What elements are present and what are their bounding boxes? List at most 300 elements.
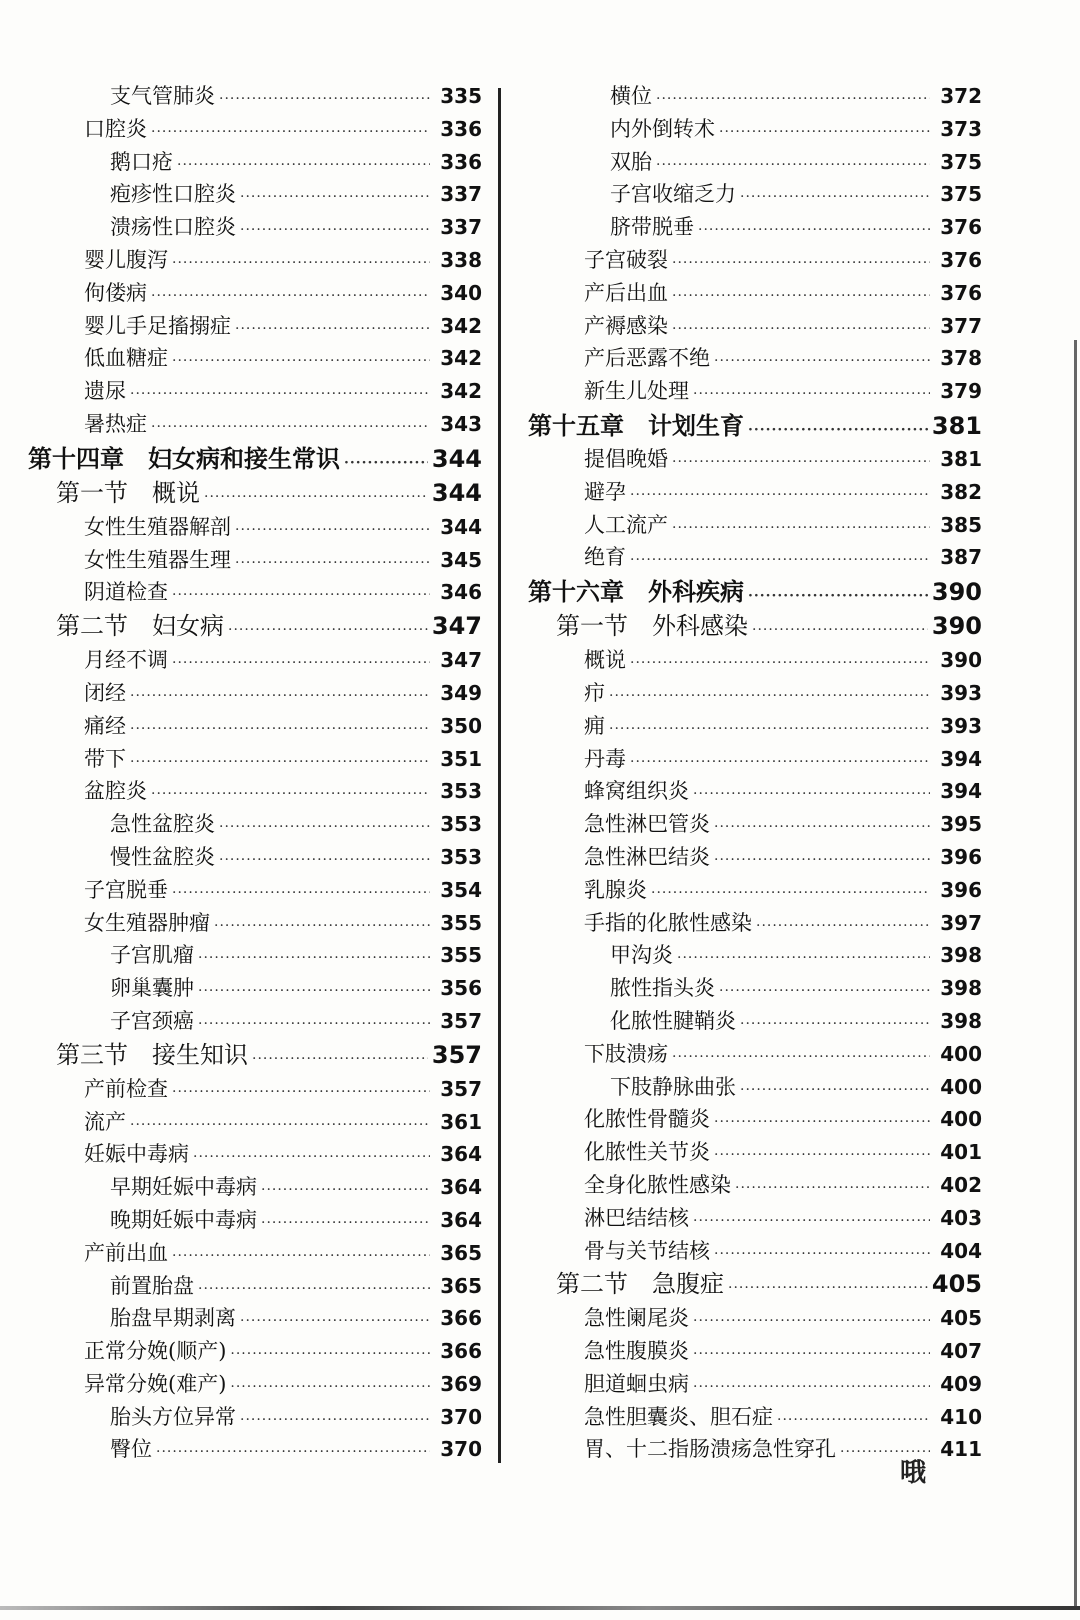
toc-entry[interactable]: [520, 710, 982, 743]
toc-page-number: 382: [940, 479, 982, 504]
toc-entry-title: 双胎: [610, 149, 652, 174]
toc-entry[interactable]: [520, 841, 982, 874]
toc-page-number: 357: [440, 1076, 482, 1101]
toc-page-number: 351: [440, 746, 482, 771]
dot-leader: [204, 480, 428, 515]
toc-page-number: 390: [931, 578, 982, 607]
toc-entry[interactable]: [520, 113, 982, 146]
toc-page-number: 349: [440, 680, 482, 705]
dot-leader: [630, 746, 930, 779]
dot-leader: [240, 181, 430, 214]
toc-entry-title: 佝偻病: [84, 280, 147, 305]
toc-page-number: 409: [940, 1371, 982, 1396]
dot-leader: [693, 778, 930, 811]
toc-entry-title: 脐带脱垂: [610, 215, 694, 240]
toc-page-number: 346: [440, 580, 482, 605]
dot-leader: [219, 811, 430, 844]
dot-leader: [719, 975, 930, 1008]
toc-entry[interactable]: [520, 808, 982, 841]
toc-entry[interactable]: [20, 644, 482, 677]
dot-leader: [344, 446, 428, 481]
toc-page-number: 401: [940, 1140, 982, 1165]
dot-leader: [198, 975, 430, 1008]
toc-entry[interactable]: [520, 972, 982, 1005]
toc-entry-title: 子宫颈癌: [110, 1008, 194, 1033]
toc-entry-title: 避孕: [584, 479, 626, 504]
toc-entry[interactable]: [520, 80, 982, 113]
toc-page-number: 355: [440, 943, 482, 968]
toc-entry[interactable]: [20, 408, 482, 441]
toc-entry[interactable]: [20, 544, 482, 577]
toc-page-number: 340: [440, 280, 482, 305]
toc-entry[interactable]: [20, 113, 482, 146]
toc-entry-title: 遗尿: [84, 379, 126, 404]
toc-entry-title: 疱疹性口腔炎: [110, 182, 236, 207]
dot-leader: [235, 547, 430, 580]
toc-entry-title: 产后恶露不绝: [584, 346, 710, 371]
toc-entry[interactable]: [520, 375, 982, 408]
toc-entry[interactable]: [20, 874, 482, 907]
dot-leader: [609, 713, 930, 746]
toc-entry-title: 化脓性骨髓炎: [584, 1107, 710, 1132]
toc-entry-title: 化脓性腱鞘炎: [610, 1008, 736, 1033]
toc-entry-title: 丹毒: [584, 746, 626, 771]
toc-page-number: 337: [440, 182, 482, 207]
toc-entry[interactable]: [520, 1103, 982, 1136]
toc-chapter[interactable]: [520, 574, 982, 609]
toc-entry[interactable]: [520, 443, 982, 476]
toc-page-number: 377: [940, 313, 982, 338]
toc-page-number: 361: [440, 1109, 482, 1134]
dot-leader: [714, 345, 930, 378]
toc-entry-title: 异常分娩(难产): [84, 1371, 227, 1396]
toc-entry[interactable]: [20, 775, 482, 808]
dot-leader: [609, 680, 930, 713]
toc-entry-title: 乳腺炎: [584, 877, 647, 902]
toc-page-number: 395: [940, 812, 982, 837]
toc-section[interactable]: [20, 1038, 482, 1073]
toc-entry[interactable]: [520, 1005, 982, 1038]
toc-entry[interactable]: [520, 178, 982, 211]
toc-section[interactable]: [20, 476, 482, 511]
toc-entry-title: 提倡晚婚: [584, 446, 668, 471]
toc-entry-title: 女性生殖器解剖: [84, 514, 231, 539]
dot-leader: [693, 1305, 930, 1338]
toc-entry[interactable]: [20, 1335, 482, 1368]
dot-leader: [672, 512, 930, 545]
dot-leader: [130, 746, 430, 779]
toc-entry-title: 女生殖器肿瘤: [84, 910, 210, 935]
toc-entry-title: 第二节 妇女病: [56, 612, 224, 641]
toc-entry[interactable]: [520, 1071, 982, 1104]
toc-entry[interactable]: [20, 211, 482, 244]
toc-entry-title: 内外倒转术: [610, 116, 715, 141]
toc-page-number: 350: [440, 713, 482, 738]
toc-entry-title: 痈: [584, 713, 605, 738]
toc-entry-title: 新生儿处理: [584, 379, 689, 404]
toc-entry-title: 产前检查: [84, 1076, 168, 1101]
dot-leader: [172, 579, 430, 612]
toc-entry-title: 闭经: [84, 680, 126, 705]
toc-page-number: 400: [940, 1074, 982, 1099]
toc-page-number: 372: [940, 84, 982, 108]
toc-entry[interactable]: [20, 939, 482, 972]
toc-entry-title: 疖: [584, 680, 605, 705]
toc-right-column: [520, 80, 982, 1466]
toc-page-number: 366: [440, 1339, 482, 1364]
toc-entry[interactable]: [20, 511, 482, 544]
dot-leader: [672, 1041, 930, 1074]
toc-entry[interactable]: [20, 1073, 482, 1106]
toc-entry[interactable]: [520, 146, 982, 179]
toc-entry[interactable]: [520, 1302, 982, 1335]
dot-leader: [240, 1305, 430, 1338]
toc-entry-title: 概说: [584, 648, 626, 673]
toc-entry[interactable]: [520, 1202, 982, 1235]
toc-page-number: 344: [431, 444, 482, 473]
dot-leader: [261, 1207, 430, 1240]
toc-entry[interactable]: [520, 907, 982, 940]
dot-leader: [677, 942, 930, 975]
toc-chapter[interactable]: [20, 441, 482, 476]
toc-entry[interactable]: [20, 1204, 482, 1237]
toc-left-column: [20, 80, 482, 1466]
toc-entry-title: 下肢静脉曲张: [610, 1074, 736, 1099]
toc-page-number: 378: [940, 346, 982, 371]
toc-page-number: 355: [440, 910, 482, 935]
toc-page-number: 373: [940, 116, 982, 141]
toc-entry[interactable]: [520, 644, 982, 677]
toc-page-number: 393: [940, 680, 982, 705]
dot-leader: [656, 83, 930, 116]
toc-page-number: 347: [431, 612, 482, 641]
toc-entry-title: 产褥感染: [584, 313, 668, 338]
toc-entry[interactable]: [520, 1038, 982, 1071]
toc-chapter[interactable]: [520, 408, 982, 443]
toc-entry[interactable]: [520, 1235, 982, 1268]
toc-page-number: 375: [940, 182, 982, 207]
toc-entry[interactable]: [20, 841, 482, 874]
toc-entry-title: 阴道检查: [84, 580, 168, 605]
dot-leader: [698, 214, 930, 247]
toc-entry[interactable]: [20, 146, 482, 179]
dot-leader: [693, 378, 930, 411]
toc-entry[interactable]: [20, 375, 482, 408]
toc-page-number: 353: [440, 844, 482, 869]
toc-entry-title: 急性腹膜炎: [584, 1339, 689, 1364]
toc-entry-title: 胎头方位异常: [110, 1404, 236, 1429]
dot-leader: [151, 778, 430, 811]
toc-entry[interactable]: [20, 1138, 482, 1171]
toc-entry-title: 痛经: [84, 713, 126, 738]
toc-entry[interactable]: [520, 277, 982, 310]
toc-page-number: 369: [440, 1371, 482, 1396]
toc-entry-title: 第十六章 外科疾病: [528, 577, 744, 607]
toc-entry[interactable]: [20, 178, 482, 211]
toc-page-number: 338: [440, 247, 482, 272]
dot-leader: [261, 1174, 430, 1207]
toc-entry-title: 第一节 外科感染: [556, 612, 748, 641]
toc-page-number: 410: [940, 1404, 982, 1429]
dot-leader: [656, 149, 930, 182]
toc-entry[interactable]: [520, 244, 982, 277]
page-bottom-edge: [0, 1606, 1080, 1610]
toc-entry-title: 带下: [84, 746, 126, 771]
dot-leader: [219, 844, 430, 877]
dot-leader: [719, 116, 930, 149]
dot-leader: [193, 1141, 430, 1174]
toc-entry[interactable]: [520, 211, 982, 244]
toc-page-number: 411: [940, 1437, 982, 1462]
toc-page-number: 370: [440, 1404, 482, 1429]
toc-section[interactable]: [520, 609, 982, 644]
toc-entry[interactable]: [20, 1171, 482, 1204]
toc-page-number: 365: [440, 1273, 482, 1298]
dot-leader: [235, 514, 430, 547]
toc-entry-title: 女性生殖器生理: [84, 547, 231, 572]
dot-leader: [714, 1238, 930, 1271]
dot-leader: [672, 280, 930, 313]
toc-page-number: 336: [440, 149, 482, 174]
toc-entry[interactable]: [520, 1136, 982, 1169]
toc-entry[interactable]: [520, 310, 982, 343]
toc-section[interactable]: [20, 609, 482, 644]
toc-entry-title: 第二节 急腹症: [556, 1270, 724, 1299]
toc-entry[interactable]: [20, 1237, 482, 1270]
page-footer-mark: 哦: [900, 1458, 927, 1488]
dot-leader: [130, 378, 430, 411]
toc-page-number: 347: [440, 648, 482, 673]
toc-page-number: 379: [940, 379, 982, 404]
toc-entry-title: 暑热症: [84, 411, 147, 436]
toc-entry-title: 产后出血: [584, 280, 668, 305]
dot-leader: [630, 479, 930, 512]
toc-entry-title: 急性淋巴管炎: [584, 812, 710, 837]
dot-leader: [693, 1371, 930, 1404]
toc-entry-title: 月经不调: [84, 648, 168, 673]
toc-page-number: 394: [940, 779, 982, 804]
dot-leader: [172, 1076, 430, 1109]
dot-leader: [214, 910, 430, 943]
toc-entry-title: 脓性指头炎: [610, 976, 715, 1001]
toc-page-number: 381: [940, 446, 982, 471]
dot-leader: [228, 613, 428, 648]
dot-leader: [714, 811, 930, 844]
toc-entry[interactable]: [20, 342, 482, 375]
toc-entry-title: 手指的化脓性感染: [584, 910, 752, 935]
dot-leader: [756, 910, 930, 943]
page-edge-shadow: [1074, 340, 1077, 1610]
toc-entry-title: 全身化脓性感染: [584, 1172, 731, 1197]
toc-entry[interactable]: [520, 775, 982, 808]
toc-page-number: 342: [440, 346, 482, 371]
toc-page-number: 337: [440, 215, 482, 240]
toc-page-number: 342: [440, 313, 482, 338]
toc-entry-title: 晚期妊娠中毒病: [110, 1207, 257, 1232]
dot-leader: [172, 647, 430, 680]
toc-page-number: 356: [440, 976, 482, 1001]
dot-leader: [735, 1172, 930, 1205]
toc-entry-title: 溃疡性口腔炎: [110, 215, 236, 240]
toc-page-number: 387: [940, 545, 982, 570]
toc-entry-title: 骨与关节结核: [584, 1238, 710, 1263]
dot-leader: [748, 579, 928, 614]
toc-page-number: 400: [940, 1041, 982, 1066]
toc-entry-title: 第一节 概说: [56, 478, 200, 507]
toc-entry[interactable]: [20, 907, 482, 940]
toc-entry-title: 急性阑尾炎: [584, 1306, 689, 1331]
dot-leader: [752, 613, 928, 648]
toc-entry[interactable]: [20, 80, 482, 113]
toc-page-number: 381: [931, 411, 982, 440]
toc-entry[interactable]: [20, 1433, 482, 1466]
toc-entry[interactable]: [20, 310, 482, 343]
dot-leader: [172, 1240, 430, 1273]
dot-leader: [651, 877, 930, 910]
toc-page-number: 364: [440, 1142, 482, 1167]
toc-page-number: 342: [440, 379, 482, 404]
toc-page-number: 393: [940, 713, 982, 738]
toc-page-number: 376: [940, 280, 982, 305]
toc-page-number: 376: [940, 247, 982, 272]
toc-entry-title: 臀位: [110, 1437, 152, 1462]
toc-entry-title: 前置胎盘: [110, 1273, 194, 1298]
toc-page-number: 353: [440, 812, 482, 837]
toc-entry[interactable]: [520, 1169, 982, 1202]
toc-entry[interactable]: [20, 576, 482, 609]
toc-page-number: 402: [940, 1172, 982, 1197]
toc-entry[interactable]: [520, 509, 982, 542]
dot-leader: [630, 647, 930, 680]
toc-entry-title: 盆腔炎: [84, 779, 147, 804]
toc-page-number: 344: [431, 478, 482, 507]
dot-leader: [198, 1273, 430, 1306]
dot-leader: [240, 214, 430, 247]
toc-entry-title: 第三节 接生知识: [56, 1040, 248, 1069]
dot-leader: [240, 1404, 430, 1437]
toc-page-number: 364: [440, 1175, 482, 1200]
toc-entry-title: 子宫脱垂: [84, 877, 168, 902]
toc-entry[interactable]: [520, 1401, 982, 1434]
toc-entry[interactable]: [520, 342, 982, 375]
toc-page-number: 364: [440, 1207, 482, 1232]
toc-entry-title: 第十五章 计划生育: [528, 410, 744, 440]
toc-entry[interactable]: [20, 743, 482, 776]
toc-page-number: 390: [931, 612, 982, 641]
dot-leader: [740, 1008, 930, 1041]
toc-entry-title: 人工流产: [584, 512, 668, 537]
toc-entry[interactable]: [20, 244, 482, 277]
dot-leader: [198, 942, 430, 975]
toc-page-number: 376: [940, 215, 982, 240]
dot-leader: [693, 1205, 930, 1238]
dot-leader: [672, 247, 930, 280]
toc-entry-title: 急性胆囊炎、胆石症: [584, 1404, 773, 1429]
toc-entry-title: 正常分娩(顺产): [84, 1339, 227, 1364]
toc-page-number: 398: [940, 976, 982, 1001]
dot-leader: [672, 313, 930, 346]
toc-entry[interactable]: [20, 710, 482, 743]
toc-entry-title: 低血糖症: [84, 346, 168, 371]
toc-entry[interactable]: [20, 1401, 482, 1434]
toc-entry[interactable]: [20, 677, 482, 710]
toc-entry[interactable]: [20, 277, 482, 310]
toc-entry-title: 产前出血: [84, 1240, 168, 1265]
dot-leader: [230, 1371, 430, 1404]
dot-leader: [177, 149, 430, 182]
dot-leader: [740, 1074, 930, 1107]
toc-page-number: 400: [940, 1107, 982, 1132]
toc-page-number: 397: [940, 910, 982, 935]
toc-entry-title: 下肢溃疡: [584, 1041, 668, 1066]
toc-page-number: 404: [940, 1238, 982, 1263]
dot-leader: [219, 83, 430, 116]
dot-leader: [198, 1008, 430, 1041]
toc-page-number: 394: [940, 746, 982, 771]
toc-page-number: 335: [440, 84, 482, 108]
toc-entry[interactable]: [520, 476, 982, 509]
toc-entry[interactable]: [20, 808, 482, 841]
toc-page-number: 365: [440, 1240, 482, 1265]
toc-entry-title: 淋巴结结核: [584, 1205, 689, 1230]
toc-entry-title: 胆道蛔虫病: [584, 1371, 689, 1396]
toc-entry[interactable]: [20, 1270, 482, 1303]
column-divider: [498, 88, 501, 1463]
dot-leader: [714, 844, 930, 877]
toc-entry-title: 绝育: [584, 545, 626, 570]
dot-leader: [130, 713, 430, 746]
toc-entry[interactable]: [20, 1106, 482, 1139]
toc-entry-title: 胃、十二指肠溃疡急性穿孔: [584, 1437, 836, 1462]
dot-leader: [728, 1271, 928, 1306]
dot-leader: [172, 877, 430, 910]
toc-page-number: 405: [931, 1270, 982, 1299]
toc-entry[interactable]: [20, 1368, 482, 1401]
toc-entry-title: 甲沟炎: [610, 943, 673, 968]
toc-entry[interactable]: [520, 1368, 982, 1401]
dot-leader: [693, 1338, 930, 1371]
toc-entry[interactable]: [20, 1302, 482, 1335]
toc-entry-title: 蜂窝组织炎: [584, 779, 689, 804]
toc-page-number: 344: [440, 514, 482, 539]
toc-entry[interactable]: [520, 939, 982, 972]
toc-section[interactable]: [520, 1267, 982, 1302]
toc-page-number: 345: [440, 547, 482, 572]
toc-page-number: 398: [940, 943, 982, 968]
toc-entry-title: 慢性盆腔炎: [110, 844, 215, 869]
toc-entry-title: 流产: [84, 1109, 126, 1134]
dot-leader: [777, 1404, 930, 1437]
dot-leader: [252, 1042, 428, 1077]
toc-entry[interactable]: [520, 743, 982, 776]
dot-leader: [630, 544, 930, 577]
toc-entry[interactable]: [520, 677, 982, 710]
dot-leader: [230, 1338, 430, 1371]
toc-page-number: 357: [431, 1040, 482, 1069]
dot-leader: [748, 413, 928, 448]
toc-entry[interactable]: [520, 541, 982, 574]
toc-page-number: 398: [940, 1008, 982, 1033]
dot-leader: [672, 446, 930, 479]
dot-leader: [151, 280, 430, 313]
toc-entry-title: 急性盆腔炎: [110, 812, 215, 837]
toc-entry[interactable]: [520, 874, 982, 907]
dot-leader: [130, 1109, 430, 1142]
toc-entry[interactable]: [520, 1335, 982, 1368]
toc-entry[interactable]: [20, 972, 482, 1005]
toc-entry[interactable]: [20, 1005, 482, 1038]
toc-page-number: 370: [440, 1437, 482, 1462]
